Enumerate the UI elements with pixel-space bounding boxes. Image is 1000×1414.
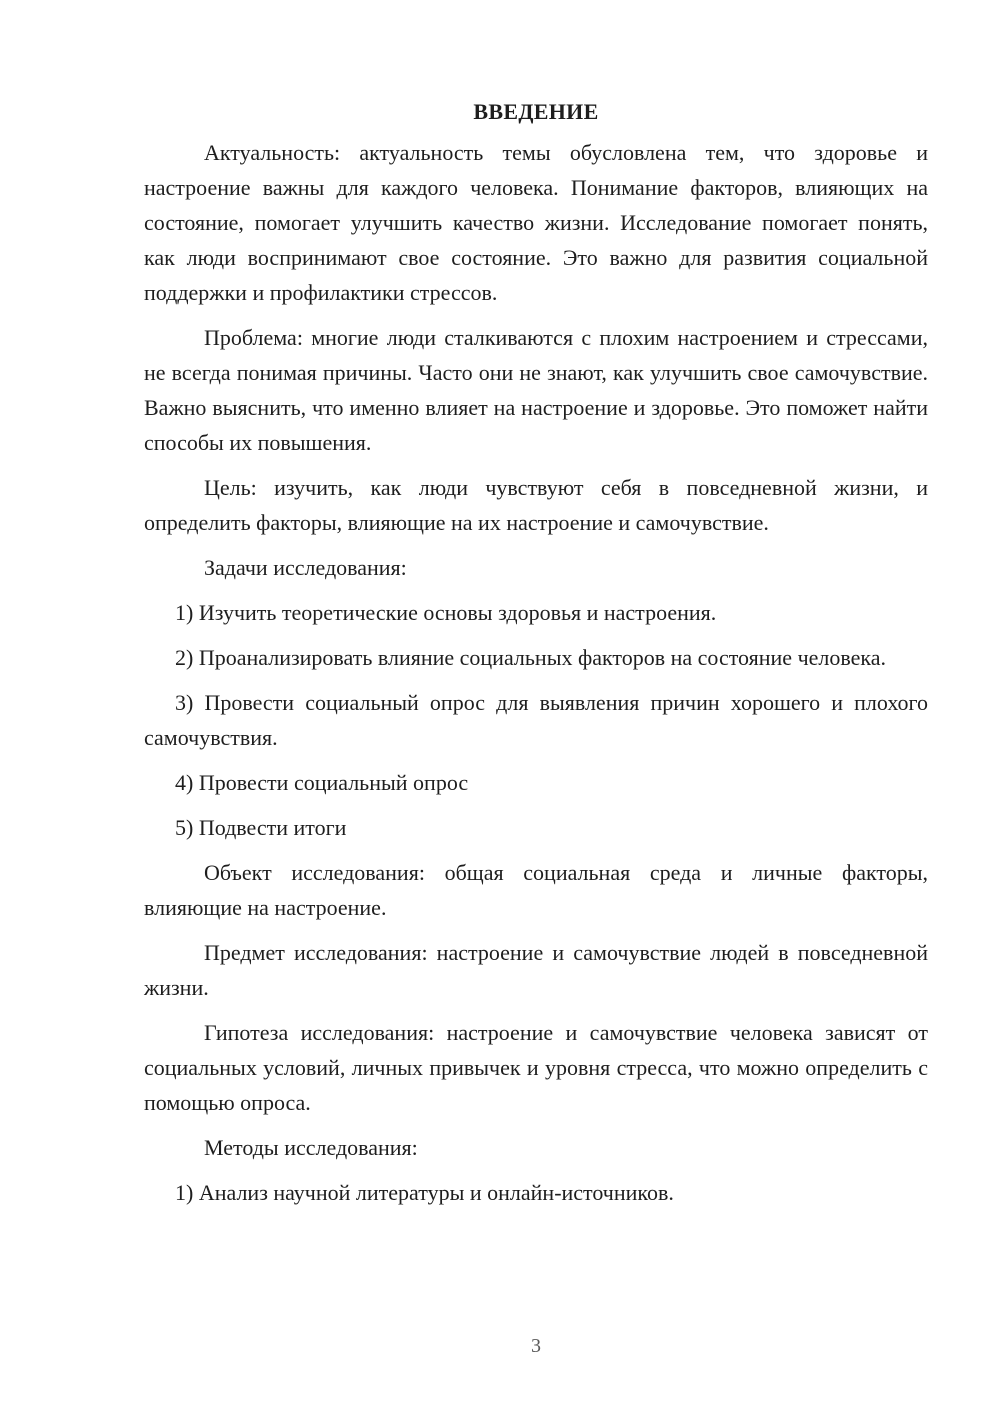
paragraph-tasks-heading: Задачи исследования: [204, 555, 407, 580]
list-item-task-1: 1) Изучить теоретические основы здоровья и настроения. [175, 600, 717, 625]
paragraph-hypothesis: Гипотеза исследования: настроение и самочувствие человека зависят от социальных условий, личных привычек и уровня стресса, что можно определить с помощью опроса. [144, 1020, 928, 1115]
list-item-task-5: 5) Подвести итоги [175, 815, 347, 840]
paragraph-subject: Предмет исследования: настроение и самочувствие людей в повседневной жизни. [144, 940, 928, 1000]
list-item-task-3: 3) Провести социальный опрос для выявления причин хорошего и плохого самочувствия. [144, 690, 928, 750]
paragraph-goal: Цель: изучить, как люди чувствуют себя в повседневной жизни, и определить факторы, влияющие на их настроение и самочувствие. [144, 475, 928, 535]
paragraph-relevance: Актуальность: актуальность темы обусловлена тем, что здоровье и настроение важны для каждого человека. Понимание факторов, влияющих на состояние, помогает улучшить качество жизни. Исследование помогает понять, как люди воспринимают свое состояние. Это важно для развития социальной поддержки и профилактики стрессов. [144, 140, 928, 305]
paragraph-methods-heading: Методы исследования: [204, 1135, 418, 1160]
section-title: ВВЕДЕНИЕ [473, 99, 599, 124]
list-item-task-2: 2) Проанализировать влияние социальных факторов на состояние человека. [175, 645, 887, 670]
paragraph-problem: Проблема: многие люди сталкиваются с плохим настроением и стрессами, не всегда понимая причины. Часто они не знают, как улучшить свое самочувствие. Важно выяснить, что именно влияет на настроение и здоровье. Это поможет найти способы их повышения. [144, 325, 928, 455]
page-number: 3 [531, 1335, 541, 1357]
page-content [144, 94, 928, 1220]
list-item-method-1: 1) Анализ научной литературы и онлайн-источников. [175, 1180, 674, 1205]
paragraph-object: Объект исследования: общая социальная среда и личные факторы, влияющие на настроение. [144, 860, 928, 920]
list-item-task-4: 4) Провести социальный опрос [175, 770, 469, 795]
